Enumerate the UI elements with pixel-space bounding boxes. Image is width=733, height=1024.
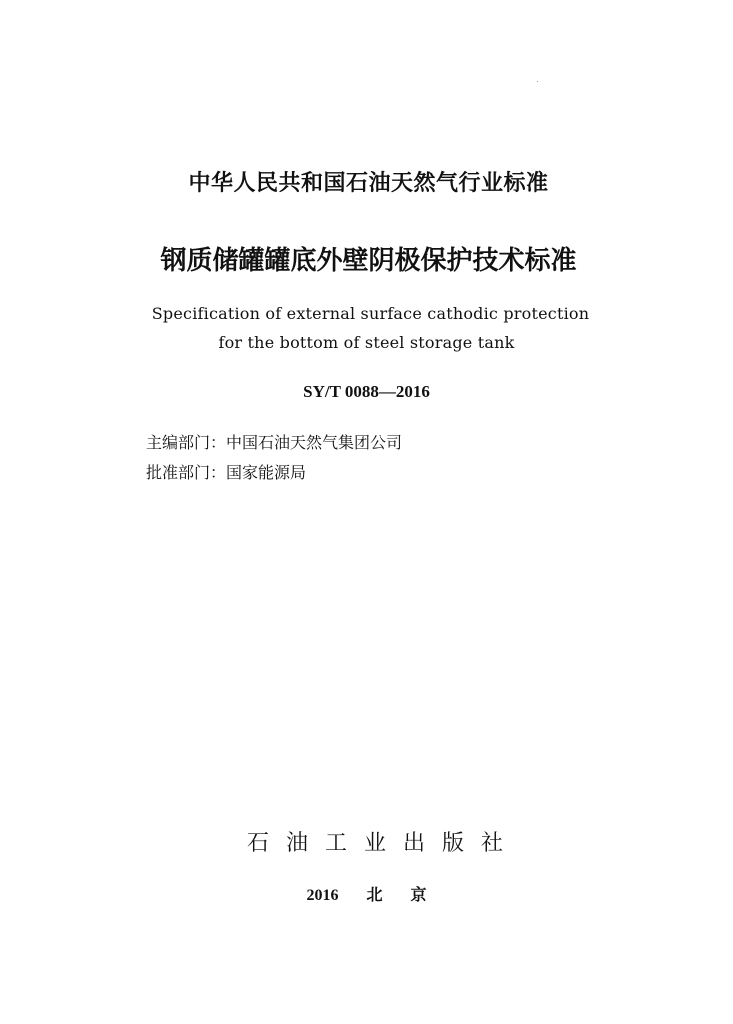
standard-category: 中华人民共和国石油天然气行业标准 — [188, 171, 549, 196]
title-chinese: 钢质储罐罐底外壁阴极保护技术标准 — [160, 246, 577, 276]
publisher: 石油工业出版社 — [246, 831, 520, 856]
publication-year-place-text: 2016 北 京 — [306, 887, 427, 904]
scan-speck — [537, 81, 538, 82]
title-english-line-2: for the bottom of steel storage tank — [218, 333, 515, 352]
title-english-line-1: Specification of external surface cathodic protection — [151, 304, 590, 323]
standard-number: SY/T 0088—2016 — [303, 382, 430, 401]
approval-department: 批准部门：国家能源局 — [146, 463, 307, 482]
publication-year-place — [0, 882, 733, 905]
editor-department: 主编部门：中国石油天然气集团公司 — [146, 433, 403, 452]
